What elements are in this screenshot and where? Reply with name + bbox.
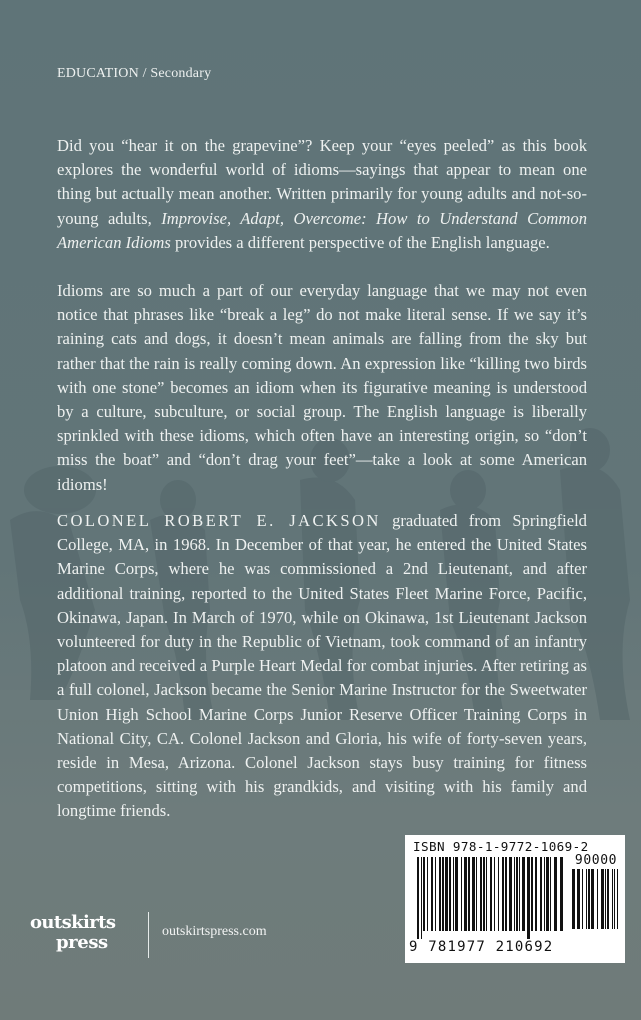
barcode-bar bbox=[431, 857, 433, 931]
barcode-bar bbox=[435, 857, 436, 931]
barcode-bar bbox=[597, 869, 598, 929]
barcode-bar bbox=[421, 857, 422, 939]
barcode-bar bbox=[461, 857, 462, 931]
barcode-bar bbox=[472, 857, 475, 931]
barcode-bar bbox=[449, 857, 451, 931]
author-name: COLONEL ROBERT E. JACKSON bbox=[57, 511, 381, 530]
logo-text-top: outskirts bbox=[30, 912, 116, 933]
barcode-bar bbox=[519, 857, 520, 931]
barcode-bar bbox=[476, 857, 477, 931]
barcode-bar bbox=[522, 857, 525, 931]
barcode-bar bbox=[505, 857, 507, 931]
ean-barcode-bars bbox=[417, 857, 567, 939]
barcode-bar bbox=[464, 857, 467, 931]
barcode-bar bbox=[486, 857, 487, 931]
logo-divider bbox=[148, 912, 149, 958]
barcode-bar bbox=[527, 857, 530, 939]
barcode-bar bbox=[582, 869, 583, 929]
barcode-bar bbox=[572, 869, 575, 929]
barcode-bar bbox=[514, 857, 515, 931]
author-bio bbox=[57, 509, 587, 824]
publisher-logo bbox=[30, 912, 134, 960]
barcode-bar bbox=[468, 857, 470, 931]
addon-barcode-bars bbox=[572, 869, 620, 937]
barcode-bar bbox=[591, 869, 594, 929]
barcode-bar bbox=[445, 857, 448, 931]
barcode-bar bbox=[502, 857, 504, 931]
barcode-bar bbox=[546, 857, 549, 931]
description-paragraph-2: Idioms are so much a part of our everyday language that we may not even notice that phrases like “break a leg” do not make literal sense. If we say it’s raining cats and dogs, it doesn’t mean animals are falling from the sky but rather that the rain is really coming down. An expression like “killing two birds with one stone” becomes an idiom when its figurative meaning is understood by a culture, subculture, or social group. The English language is liberally sprinkled with these idioms, which often have an interesting origin, so “don’t miss the boat” and “don’t drag your feet”—take a look at some American idioms! bbox=[57, 281, 587, 494]
barcode-bar bbox=[605, 869, 606, 929]
author-bio-text: graduated from Springfield College, MA, in 1968. In December of that year, he entered the United States Marine Corps, where he was commissioned a 2nd Lieutenant, and after additional training, reported to the United States Fleet Marine Force, Pacific, Okinawa, Japan. In March of 1970, while on Okinawa, 1st Lieutenant Jackson volunteered for duty in the Republic of Vietnam, took command of an infantry platoon and received a Purple Heart Medal for combat injuries. After retiring as a full colonel, Jackson became the Senior Marine Instructor for the Sweetwater Union High School Marine Corps Junior Reserve Officer Training Corps in National City, CA. Colonel Jackson and Gloria, his wife of forty-seven years, reside in Mesa, Arizona. Colonel Jackson stays busy training for fitness competitions, sitting with his grandkids, and visiting with his family and longtime friends. bbox=[57, 511, 587, 821]
barcode-bar bbox=[586, 869, 587, 929]
barcode-bar bbox=[423, 857, 425, 931]
barcode-bar bbox=[455, 857, 458, 931]
barcode-bar bbox=[483, 857, 485, 931]
barcode-bar bbox=[588, 869, 590, 929]
barcode-bar bbox=[614, 869, 615, 929]
barcode-bar bbox=[490, 857, 492, 931]
isbn-barcode bbox=[405, 835, 625, 963]
barcode-bar bbox=[427, 857, 428, 931]
barcode-bar bbox=[617, 869, 618, 929]
barcode-bar bbox=[560, 857, 563, 931]
barcode-bar bbox=[544, 857, 545, 931]
barcode-bar bbox=[417, 857, 419, 939]
barcode-bar bbox=[498, 857, 499, 931]
barcode-bar bbox=[442, 857, 444, 931]
barcode-bar bbox=[612, 869, 613, 929]
barcode-bar bbox=[531, 857, 533, 931]
barcode-bar bbox=[554, 857, 557, 931]
description-paragraph-1 bbox=[57, 134, 587, 255]
barcode-bar bbox=[601, 869, 604, 929]
price-addon-text: 90000 bbox=[574, 853, 618, 868]
barcode-bar bbox=[577, 869, 580, 929]
book-title-italic: Improvise, Adapt, Overcome: How to Understand Common American Idioms bbox=[57, 208, 587, 252]
logo-text-bottom: press bbox=[56, 932, 108, 953]
description-text-segment: Did you “hear it on the grapevine”? Keep your “eyes peeled” as this book explores the wonderful world of idioms—sayings that appear to mean one thing but actually mean another. Written primarily for young adults and not-so-young adults, bbox=[57, 136, 587, 228]
barcode-bar bbox=[494, 857, 495, 931]
category-label: EDUCATION / Secondary bbox=[57, 66, 212, 81]
barcode-bar bbox=[535, 857, 537, 931]
barcode-bar bbox=[453, 857, 454, 931]
barcode-bar bbox=[509, 857, 512, 931]
description-text-segment: provides a different perspective of the English language. bbox=[170, 232, 550, 252]
isbn-text: ISBN 978-1-9772-1069-2 bbox=[413, 839, 589, 854]
publisher-url: outskirtspress.com bbox=[162, 924, 267, 939]
barcode-bar bbox=[480, 857, 482, 931]
barcode-bar bbox=[550, 857, 551, 931]
barcode-bar bbox=[516, 857, 518, 931]
barcode-bar bbox=[607, 869, 609, 929]
barcode-bar bbox=[439, 857, 441, 931]
barcode-bar bbox=[540, 857, 542, 931]
ean-digits: 9 781977 210692 bbox=[409, 939, 554, 955]
